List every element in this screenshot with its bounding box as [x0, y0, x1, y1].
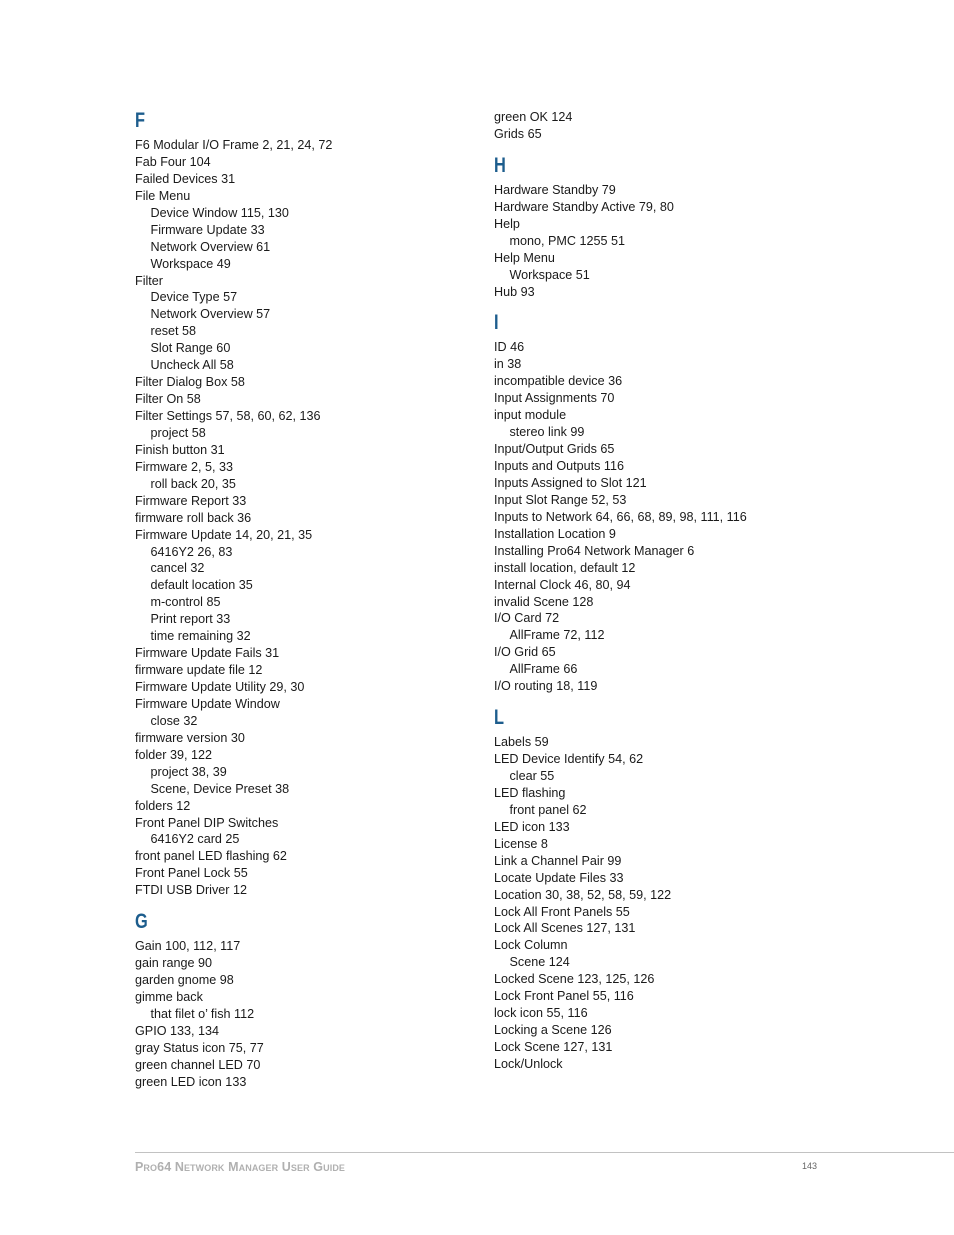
index-entry: input module [494, 408, 567, 423]
index-subentry: stereo link 99 [509, 425, 585, 440]
index-entry: front panel LED flashing 62 [135, 849, 287, 864]
index-subentry: close 32 [150, 713, 198, 728]
index-column-left [135, 0, 465, 1091]
index-entry: Locate Update Files 33 [494, 870, 624, 885]
index-section [494, 109, 824, 143]
index-entry: Location 30, 38, 52, 58, 59, 122 [494, 887, 672, 902]
index-entry: gray Status icon 75, 77 [135, 1040, 264, 1055]
index-subentry: AllFrame 66 [509, 662, 578, 677]
index-entry: Front Panel DIP Switches [135, 815, 279, 830]
index-entry: F6 Modular I/O Frame 2, 21, 24, 72 [135, 138, 333, 152]
index-entry: garden gnome 98 [135, 973, 234, 988]
index-subentry: Uncheck All 58 [150, 358, 234, 373]
index-entry: Hardware Standby 79 [494, 182, 616, 197]
index-letter-heading: H [494, 153, 506, 177]
index-subentry: Slot Range 60 [150, 341, 231, 356]
index-entry: Firmware Update Utility 29, 30 [135, 680, 305, 694]
index-entry: File Menu [135, 188, 191, 203]
index-subentry: Scene 124 [509, 955, 570, 970]
index-subentry: clear 55 [509, 769, 555, 783]
index-subentry: time remaining 32 [150, 629, 251, 644]
index-entry: ID 46 [494, 340, 525, 355]
index-entry: LED flashing [494, 785, 566, 800]
index-subentry: Print report 33 [150, 612, 231, 627]
index-entry: Link a Channel Pair 99 [494, 853, 622, 868]
index-section [494, 707, 824, 1073]
index-entry: Filter Dialog Box 58 [135, 375, 245, 390]
footer-guide-title: Pro64 Network Manager User Guide [135, 1160, 346, 1174]
index-entry: LED Device Identify 54, 62 [494, 752, 644, 767]
index-subentry: mono, PMC 1255 51 [509, 233, 626, 248]
index-subentry: 6416Y2 card 25 [150, 832, 240, 847]
index-entry: Filter [135, 273, 163, 288]
index-subentry: roll back 20, 35 [150, 476, 236, 491]
index-entry: Input Slot Range 52, 53 [494, 492, 627, 507]
index-subentry: Workspace 51 [509, 267, 590, 282]
index-section [135, 911, 465, 1090]
index-entry: install location, default 12 [494, 560, 636, 575]
index-entry: FTDI USB Driver 12 [135, 883, 247, 898]
index-section [494, 155, 824, 301]
index-entry: Help [494, 216, 520, 231]
index-subentry: Device Type 57 [150, 290, 238, 305]
index-subentry: Device Window 115, 130 [150, 205, 289, 220]
footer-divider [135, 1152, 954, 1153]
index-letter-heading: I [494, 311, 499, 335]
index-entry: Input Assignments 70 [494, 391, 615, 406]
index-entry: I/O Grid 65 [494, 645, 556, 660]
index-entry: Internal Clock 46, 80, 94 [494, 577, 631, 592]
index-entry: I/O Card 72 [494, 611, 560, 626]
index-entry: green channel LED 70 [135, 1057, 261, 1072]
index-entry: Gain 100, 112, 117 [135, 939, 241, 954]
index-entry: Hardware Standby Active 79, 80 [494, 199, 674, 214]
index-subentry: reset 58 [150, 324, 197, 339]
page-number: 143 [802, 1161, 818, 1171]
index-subentry: Firmware Update 33 [150, 222, 265, 237]
index-entry: Hub 93 [494, 284, 535, 299]
index-entry: Filter Settings 57, 58, 60, 62, 136 [135, 409, 321, 423]
index-section [135, 110, 465, 899]
index-entry: I/O routing 18, 119 [494, 679, 598, 694]
index-entry: Front Panel Lock 55 [135, 866, 248, 881]
index-subentry: Network Overview 57 [150, 307, 271, 322]
index-entry: LED icon 133 [494, 819, 570, 834]
index-entry: firmware update file 12 [135, 663, 263, 678]
index-entry: lock icon 55, 116 [494, 1006, 588, 1021]
index-entry: Help Menu [494, 250, 555, 265]
index-entry: Locking a Scene 126 [494, 1023, 612, 1038]
index-subentry: project 38, 39 [150, 764, 227, 779]
index-entry: Grids 65 [494, 126, 542, 141]
index-entry: Inputs to Network 64, 66, 68, 89, 98, 111, 116 [494, 509, 747, 524]
index-subentry: Network Overview 61 [150, 239, 271, 254]
index-entry: in 38 [494, 357, 522, 372]
index-entry: Installing Pro64 Network Manager 6 [494, 543, 695, 558]
index-entry: Filter On 58 [135, 392, 201, 407]
index-subentry: Scene, Device Preset 38 [150, 781, 290, 796]
index-entry: Labels 59 [494, 735, 549, 750]
index-entry: gain range 90 [135, 956, 213, 971]
index-entry: Firmware Update Window [135, 696, 280, 711]
index-subentry: m-control 85 [150, 595, 221, 610]
index-entry: Installation Location 9 [494, 526, 616, 541]
index-subentry: front panel 62 [509, 802, 587, 817]
index-subentry: Workspace 49 [150, 256, 231, 271]
index-entry: incompatible device 36 [494, 374, 623, 389]
index-subentry: cancel 32 [150, 561, 205, 576]
index-entry: Firmware Update Fails 31 [135, 646, 280, 661]
index-entry: Failed Devices 31 [135, 171, 236, 186]
index-section [494, 312, 824, 695]
index-entry: Lock Front Panel 55, 116 [494, 989, 634, 1004]
index-entry: Locked Scene 123, 125, 126 [494, 972, 655, 987]
index-entry: License 8 [494, 836, 548, 851]
index-entry: Input/Output Grids 65 [494, 442, 615, 457]
index-entry: Lock Column [494, 938, 568, 953]
index-entry: GPIO 133, 134 [135, 1023, 220, 1038]
index-entry: invalid Scene 128 [494, 594, 594, 609]
index-entry: Lock All Scenes 127, 131 [494, 921, 636, 936]
index-subentry: default location 35 [150, 578, 253, 593]
index-subentry: project 58 [150, 425, 206, 440]
index-entry: Firmware 2, 5, 33 [135, 459, 233, 474]
index-entry: Finish button 31 [135, 442, 225, 457]
index-entry: Lock All Front Panels 55 [494, 904, 630, 919]
index-letter-heading: L [494, 706, 505, 730]
index-letter-heading: F [135, 109, 146, 132]
index-entry: green LED icon 133 [135, 1074, 247, 1089]
index-entry: Fab Four 104 [135, 154, 211, 169]
index-entry: firmware version 30 [135, 730, 245, 745]
index-entry: Lock Scene 127, 131 [494, 1040, 613, 1054]
index-entry: Firmware Report 33 [135, 493, 247, 508]
index-entry: firmware roll back 36 [135, 510, 252, 525]
index-subentry: 6416Y2 26, 83 [150, 544, 233, 559]
index-entry: Inputs Assigned to Slot 121 [494, 475, 647, 490]
index-subentry: that filet o’ fish 112 [150, 1006, 255, 1021]
index-letter-heading: G [135, 910, 148, 934]
index-entry: Lock/Unlock [494, 1056, 563, 1071]
index-entry: green OK 124 [494, 110, 573, 124]
index-entry: folders 12 [135, 798, 191, 813]
index-entry: folder 39, 122 [135, 747, 213, 762]
index-entry: Inputs and Outputs 116 [494, 459, 624, 473]
index-entry: Firmware Update 14, 20, 21, 35 [135, 527, 313, 542]
index-subentry: AllFrame 72, 112 [509, 628, 605, 643]
index-column-right [494, 0, 824, 1073]
index-entry: gimme back [135, 990, 203, 1004]
